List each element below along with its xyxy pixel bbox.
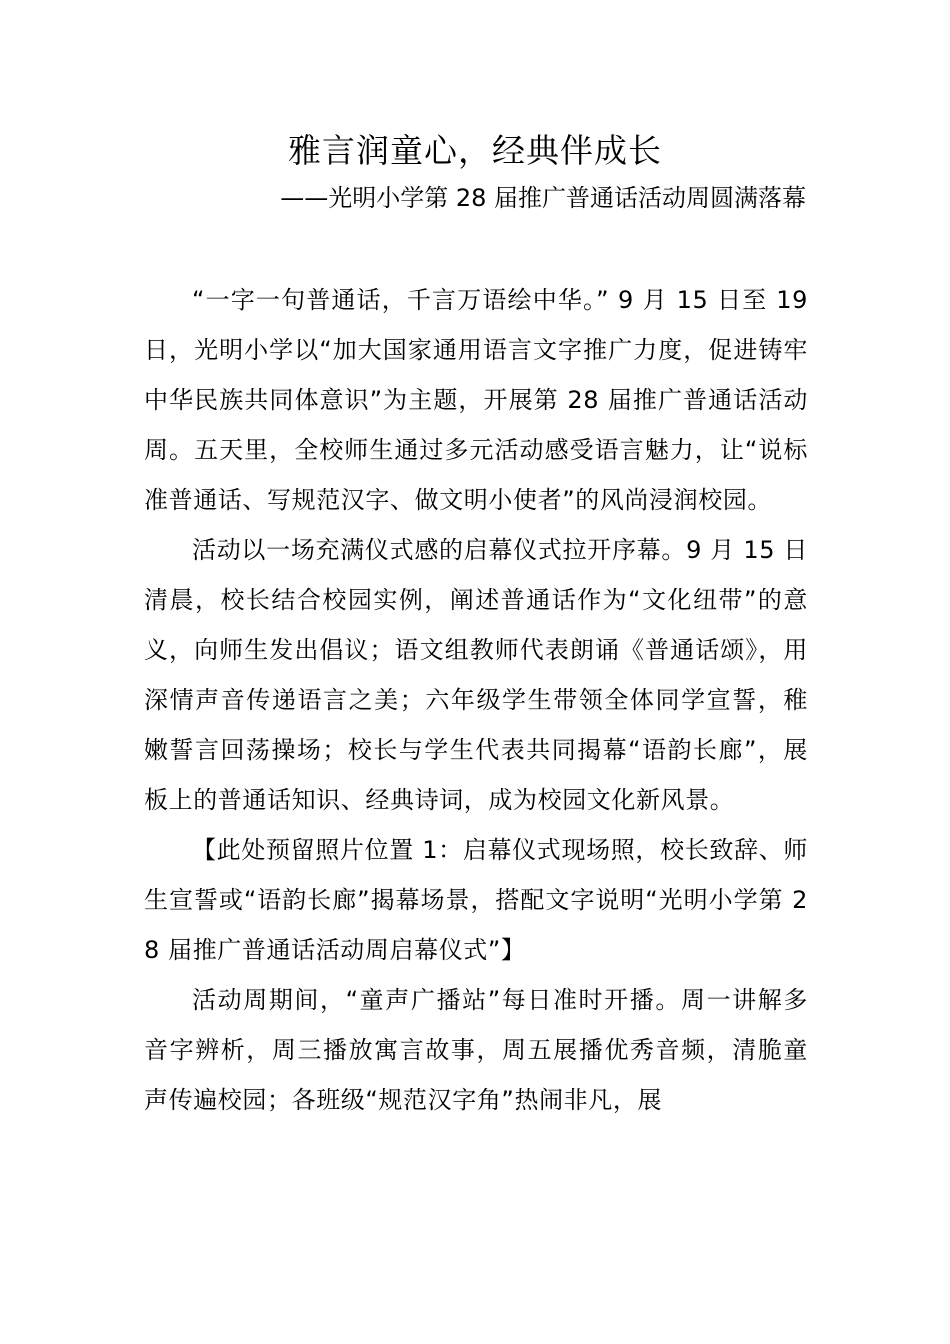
document-title: 雅言润童心，经典伴成长 bbox=[288, 131, 662, 170]
paragraph-photo-placeholder: 【此处预留照片位置 1：启幕仪式现场照，校长致辞、师生宣誓或“语韵长廊”揭幕场景，搭配文字说明“光明小学第 28 届推广普通话活动周启幕仪式”】 bbox=[144, 836, 808, 964]
paragraph-activities: 活动周期间，“童声广播站”每日准时开播。周一讲解多音字辨析，周三播放寓言故事，周五展播优秀音频，清脆童声传遍校园；各班级“规范汉字角”热闹非凡，展 bbox=[144, 986, 808, 1114]
document-body bbox=[144, 275, 808, 1125]
document-subtitle: ——光明小学第 28 届推广普通话活动周圆满落幕 bbox=[280, 184, 806, 212]
paragraph-opening-ceremony: 活动以一场充满仪式感的启幕仪式拉开序幕。9 月 15 日清晨，校长结合校园实例，阐述普通话作为“文化纽带”的意义，向师生发出倡议；语文组教师代表朗诵《普通话颂》，用深情声音传递语言之美；六年级学生带领全体同学宣誓，稚嫩誓言回荡操场；校长与学生代表共同揭幕“语韵长廊”，展板上的普通话知识、经典诗词，成为校园文化新风景。 bbox=[144, 536, 808, 814]
paragraph-intro: “一字一句普通话，千言万语绘中华。” 9 月 15 日至 19 日，光明小学以“加大国家通用语言文字推广力度，促进铸牢中华民族共同体意识”为主题，开展第 28 届推广普通话活动周。五天里，全校师生通过多元活动感受语言魅力，让“说标准普通话、写规范汉字、做文明小使者”的风尚浸润校园。 bbox=[144, 286, 808, 514]
